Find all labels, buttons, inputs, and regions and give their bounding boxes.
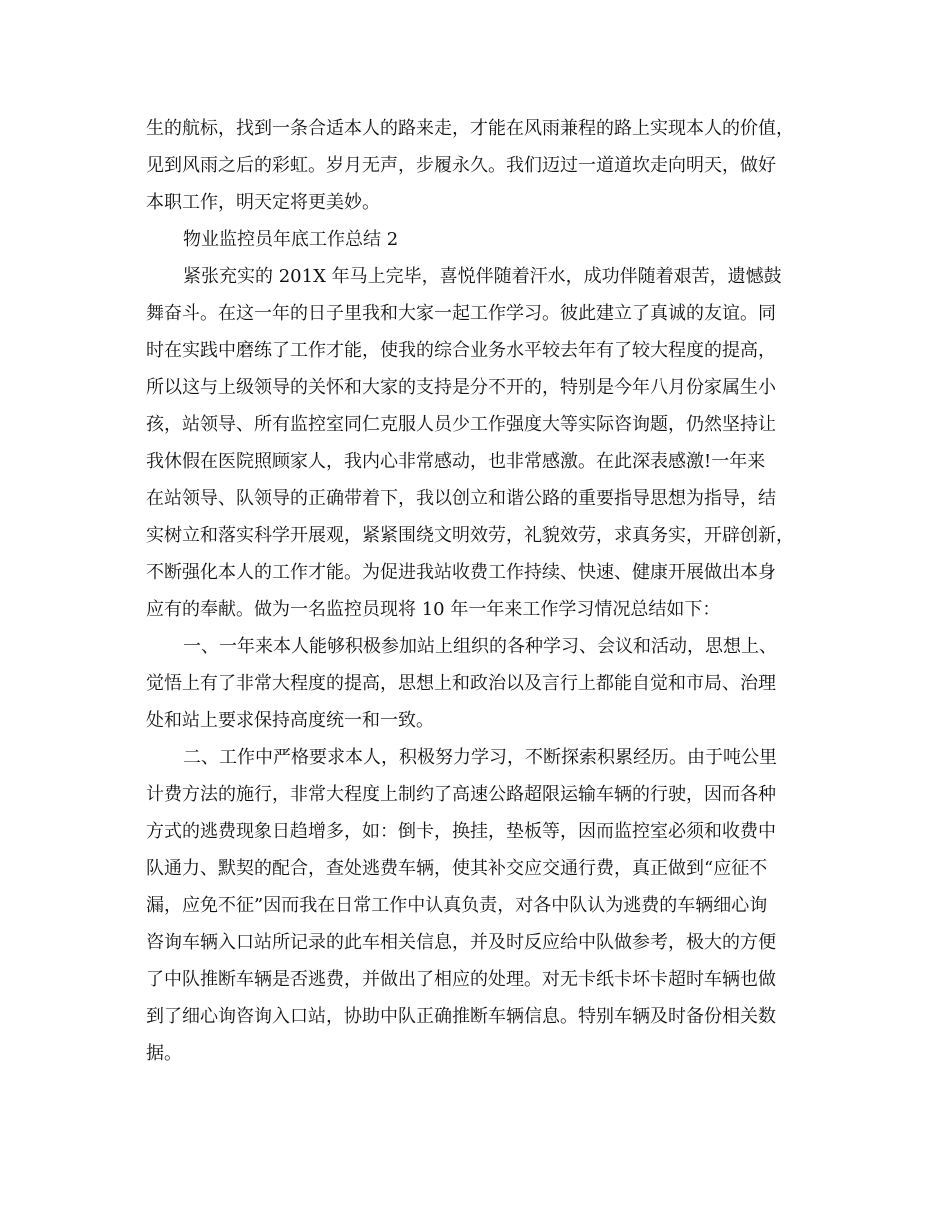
text-line: 队通力、默契的配合，查处逃费车辆，使其补交应交通行费，真正做到“应征不 xyxy=(146,858,768,879)
text-line: 不断强化本人的工作才能。为促进我站收费工作持续、快速、健康开展做出本身 xyxy=(146,562,776,583)
text-line: 二、工作中严格要求本人，积极努力学习，不断探索积累经历。由于吨公里 xyxy=(183,747,777,768)
text-line: 方式的逃费现象日趋增多，如：倒卡，换挂，垫板等，因而监控室必须和收费中 xyxy=(146,821,776,842)
section-heading: 物业监控员年底工作总结 2 xyxy=(183,229,399,250)
text-line: 所以这与上级领导的关怀和大家的支持是分不开的，特别是今年八月份家属生小 xyxy=(146,377,776,398)
text-line: 处和站上要求保持高度统一和一致。 xyxy=(146,710,434,731)
text-line: 时在实践中磨练了工作才能，使我的综合业务水平较去年有了较大程度的提高， xyxy=(146,340,776,361)
text-line: 了中队推断车辆是否逃费，并做出了相应的处理。对无卡纸卡坏卡超时车辆也做 xyxy=(146,969,776,990)
text-line: 计费方法的施行，非常大程度上制约了高速公路超限运输车辆的行驶，因而各种 xyxy=(146,784,776,805)
text-line: 在站领导、队领导的正确带着下，我以创立和谐公路的重要指导思想为指导，结 xyxy=(146,488,776,509)
text-line: 漏，应免不征”因而我在日常工作中认真负责，对各中队认为逃费的车辆细心询 xyxy=(146,895,768,916)
text-line: 据。 xyxy=(146,1043,182,1064)
text-line: 咨询车辆入口站所记录的此车相关信息，并及时反应给中队做参考，极大的方便 xyxy=(146,932,776,953)
text-line: 见到风雨之后的彩虹。岁月无声，步履永久。我们迈过一道道坎走向明天，做好 xyxy=(146,155,776,176)
text-line: 舞奋斗。在这一年的日子里我和大家一起工作学习。彼此建立了真诚的友谊。同 xyxy=(146,303,776,324)
text-line: 应有的奉献。做为一名监控员现将 10 年一年来工作学习情况总结如下： xyxy=(146,599,721,620)
text-line: 实树立和落实科学开展观，紧紧围绕文明效劳，礼貌效劳，求真务实，开辟创新， xyxy=(146,525,794,546)
text-line: 到了细心询咨询入口站，协助中队正确推断车辆信息。特别车辆及时备份相关数 xyxy=(146,1006,776,1027)
text-line: 觉悟上有了非常大程度的提高，思想上和政治以及言行上都能自觉和市局、治理 xyxy=(146,673,776,694)
text-line: 我休假在医院照顾家人，我内心非常感动，也非常感激。在此深表感激!一年来 xyxy=(146,451,766,472)
text-line: 紧张充实的 201X 年马上完毕，喜悦伴随着汗水，成功伴随着艰苦，遗憾鼓 xyxy=(183,266,782,287)
text-line: 本职工作，明天定将更美妙。 xyxy=(146,192,380,213)
text-line: 一、一年来本人能够积极参加站上组织的各种学习、会议和活动，思想上、 xyxy=(183,636,777,657)
text-line: 孩，站领导、所有监控室同仁克服人员少工作强度大等实际咨询题，仍然坚持让 xyxy=(146,414,776,435)
text-line: 生的航标，找到一条合适本人的路来走，才能在风雨兼程的路上实现本人的价值， xyxy=(146,118,794,139)
